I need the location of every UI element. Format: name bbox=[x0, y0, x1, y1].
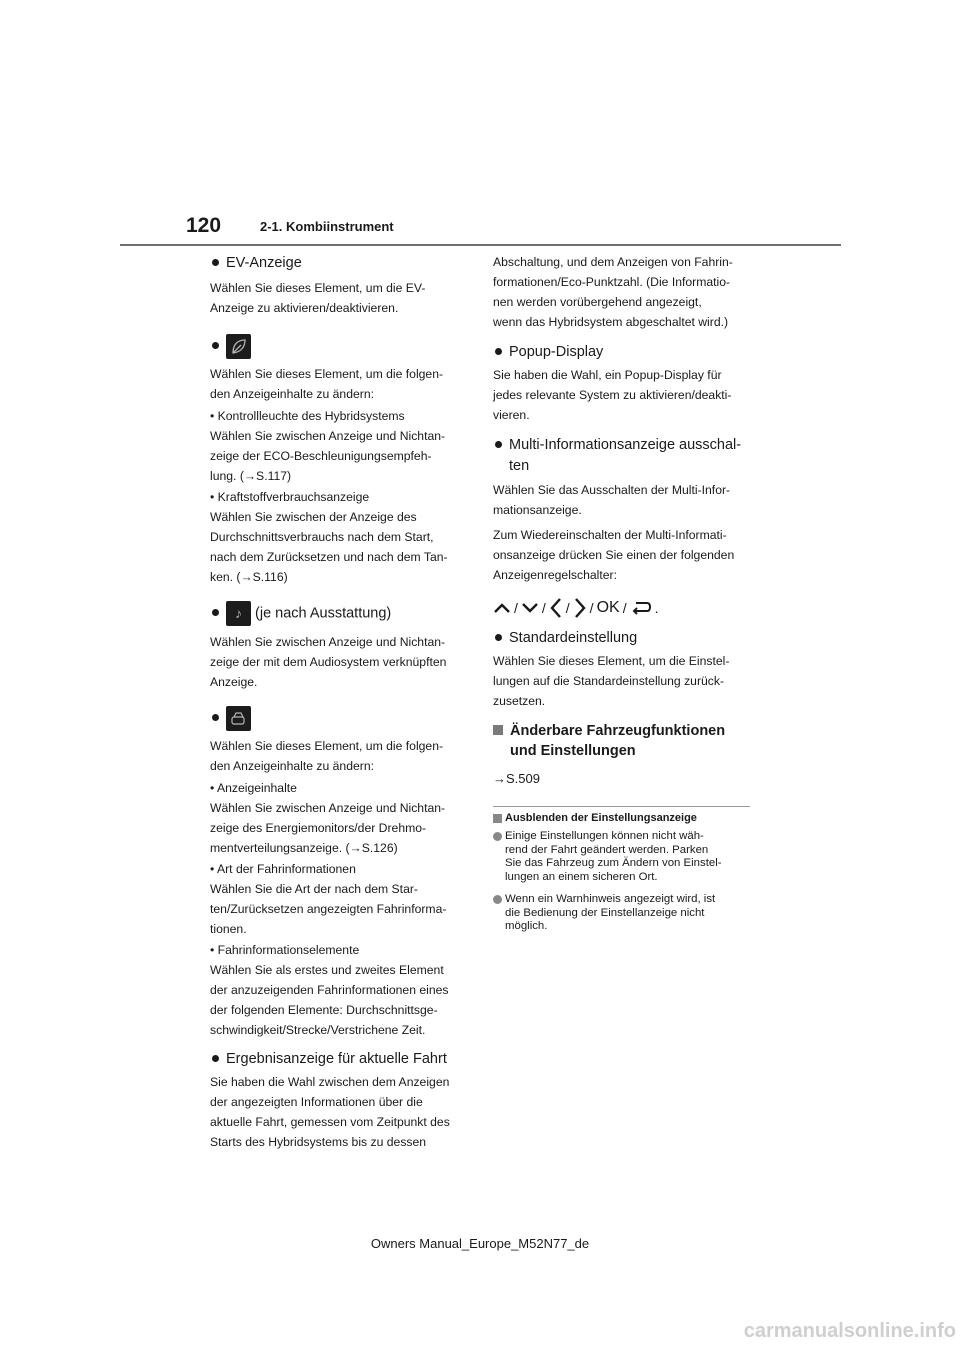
page-number: 120 bbox=[186, 214, 222, 237]
audio-heading: ♪ (je nach Ausstattung) bbox=[210, 601, 463, 627]
note-item-2: Wenn ein Warnhinweis angezeigt wird, ist die Bedienung der Einstellanzeige nicht möglich. bbox=[493, 893, 750, 934]
eco-bullet-1: • Kontrollleuchte des Hybridsystems Wählen Sie zwischen Anzeige und Nichtan- zeige der ECO-Beschleunigungsempfeh- lung. (→S.117) bbox=[210, 409, 446, 483]
std-text: Wählen Sie dieses Element, um die Einstel- lungen auf die Standardeinstellung zurück- zusetzen. bbox=[493, 654, 730, 708]
leaf-icon bbox=[226, 334, 251, 359]
bullet-dot-icon bbox=[493, 832, 502, 841]
subsection-reference: →S.509 bbox=[493, 771, 540, 786]
back-arrow-icon bbox=[630, 600, 652, 616]
drive-text: Wählen Sie dieses Element, um die folgen- den Anzeigeinhalte zu ändern: bbox=[210, 739, 444, 773]
result-heading: Ergebnisanzeige für aktuelle Fahrt bbox=[210, 1049, 463, 1070]
music-note-icon: ♪ bbox=[226, 601, 251, 626]
result-text: Sie haben die Wahl zwischen dem Anzeigen der angezeigten Informationen über die aktuelle Fahrt, gemessen vom Zeitpunkt des Starts des Hybridsystems bis zu dessen bbox=[210, 1075, 450, 1149]
subsection-heading: Änderbare Fahrzeugfunktionen und Einstellungen bbox=[493, 721, 750, 761]
bullet-dot-icon bbox=[212, 714, 219, 721]
bullet-dot-icon bbox=[212, 259, 219, 266]
ev-text: Wählen Sie dieses Element, um die EV- Anzeige zu aktivieren/deaktivieren. bbox=[210, 281, 426, 315]
bullet-dot-icon bbox=[212, 1055, 219, 1062]
chevron-up-icon bbox=[493, 601, 511, 615]
popup-text: Sie haben die Wahl, ein Popup-Display für jedes relevante System zu aktivieren/deakti- vieren. bbox=[493, 368, 732, 422]
display-control-switches: / / / / OK / . bbox=[493, 595, 750, 621]
section-title: 2-1. Kombiinstrument bbox=[260, 219, 394, 234]
result-text-continued: Abschaltung, und dem Anzeigen von Fahrin- formationen/Eco-Punktzahl. (Die Informatio- nen werden vorübergehend angezeigt, wenn das Hybridsystem abgeschaltet wird.) bbox=[493, 255, 733, 329]
drive-bullet-3: • Fahrinformationselemente Wählen Sie als erstes und zweites Element der anzuzeigenden Fahrinformationen eines der folgenden Elemente: Durchschnittsge- schwindigkeit/Strecke/Verstrichene Zeit. bbox=[210, 943, 449, 1037]
header-rule bbox=[120, 244, 841, 246]
drive-bullet-2: • Art der Fahrinformationen Wählen Sie die Art der nach dem Star- ten/Zurücksetzen angezeigten Fahrinforma- tionen. bbox=[210, 862, 447, 936]
bullet-dot-icon bbox=[212, 609, 219, 616]
eco-text: Wählen Sie dieses Element, um die folgen- den Anzeigeinhalte zu ändern: bbox=[210, 367, 444, 401]
note-item-1: Einige Einstellungen können nicht wäh- rend der Fahrt geändert werden. Parken Sie das Fahrzeug zum Ändern von Einstel- lungen an einem sicheren Ort. bbox=[493, 830, 750, 884]
drive-heading bbox=[210, 706, 463, 732]
bullet-dot-icon bbox=[212, 342, 219, 349]
square-bullet-icon bbox=[493, 725, 503, 735]
left-column bbox=[210, 252, 463, 1152]
watermark: carmanualsonline.info bbox=[743, 1320, 956, 1342]
audio-text: Wählen Sie zwischen Anzeige und Nichtan- zeige der mit dem Audiosystem verknüpften Anzeige. bbox=[210, 635, 447, 689]
footer-text: Owners Manual_Europe_M52N77_de bbox=[370, 1236, 590, 1251]
std-heading: Standardeinstellung bbox=[493, 628, 750, 649]
eco-bullet-2: • Kraftstoffverbrauchsanzeige Wählen Sie zwischen der Anzeige des Durchschnittsverbrauchs nach dem Start, nach dem Zurücksetzen und nach dem Tan- ken. (→S.116) bbox=[210, 490, 448, 584]
ok-button-label: OK bbox=[596, 599, 620, 616]
popup-heading: Popup-Display bbox=[493, 342, 750, 363]
drive-bullet-1: • Anzeigeinhalte Wählen Sie zwischen Anzeige und Nichtan- zeige des Energiemonitors/der Drehmo- mentverteilungsanzeige. (→S.126) bbox=[210, 781, 446, 855]
chevron-left-icon bbox=[549, 597, 563, 619]
bullet-dot-icon bbox=[493, 895, 502, 904]
multi-heading: Multi-Informationsanzeige ausschal- ten bbox=[493, 435, 750, 477]
square-bullet-icon bbox=[493, 814, 502, 823]
bullet-dot-icon bbox=[495, 634, 502, 641]
multi-text-2: Zum Wiedereinschalten der Multi-Informati- onsanzeige drücken Sie einen der folgenden Anzeigenregelschalter: bbox=[493, 528, 735, 582]
vehicle-energy-icon bbox=[226, 706, 251, 731]
bullet-dot-icon bbox=[495, 348, 502, 355]
right-column bbox=[493, 252, 750, 934]
note-rule bbox=[493, 806, 750, 807]
multi-text: Wählen Sie das Ausschalten der Multi-Infor- mationsanzeige. bbox=[493, 483, 731, 517]
note-heading: Ausblenden der Einstellungsanzeige bbox=[493, 812, 750, 824]
ev-heading: EV-Anzeige bbox=[210, 253, 463, 274]
bullet-dot-icon bbox=[495, 441, 502, 448]
eco-heading bbox=[210, 334, 463, 360]
chevron-right-icon bbox=[573, 597, 587, 619]
chevron-down-icon bbox=[521, 601, 539, 615]
